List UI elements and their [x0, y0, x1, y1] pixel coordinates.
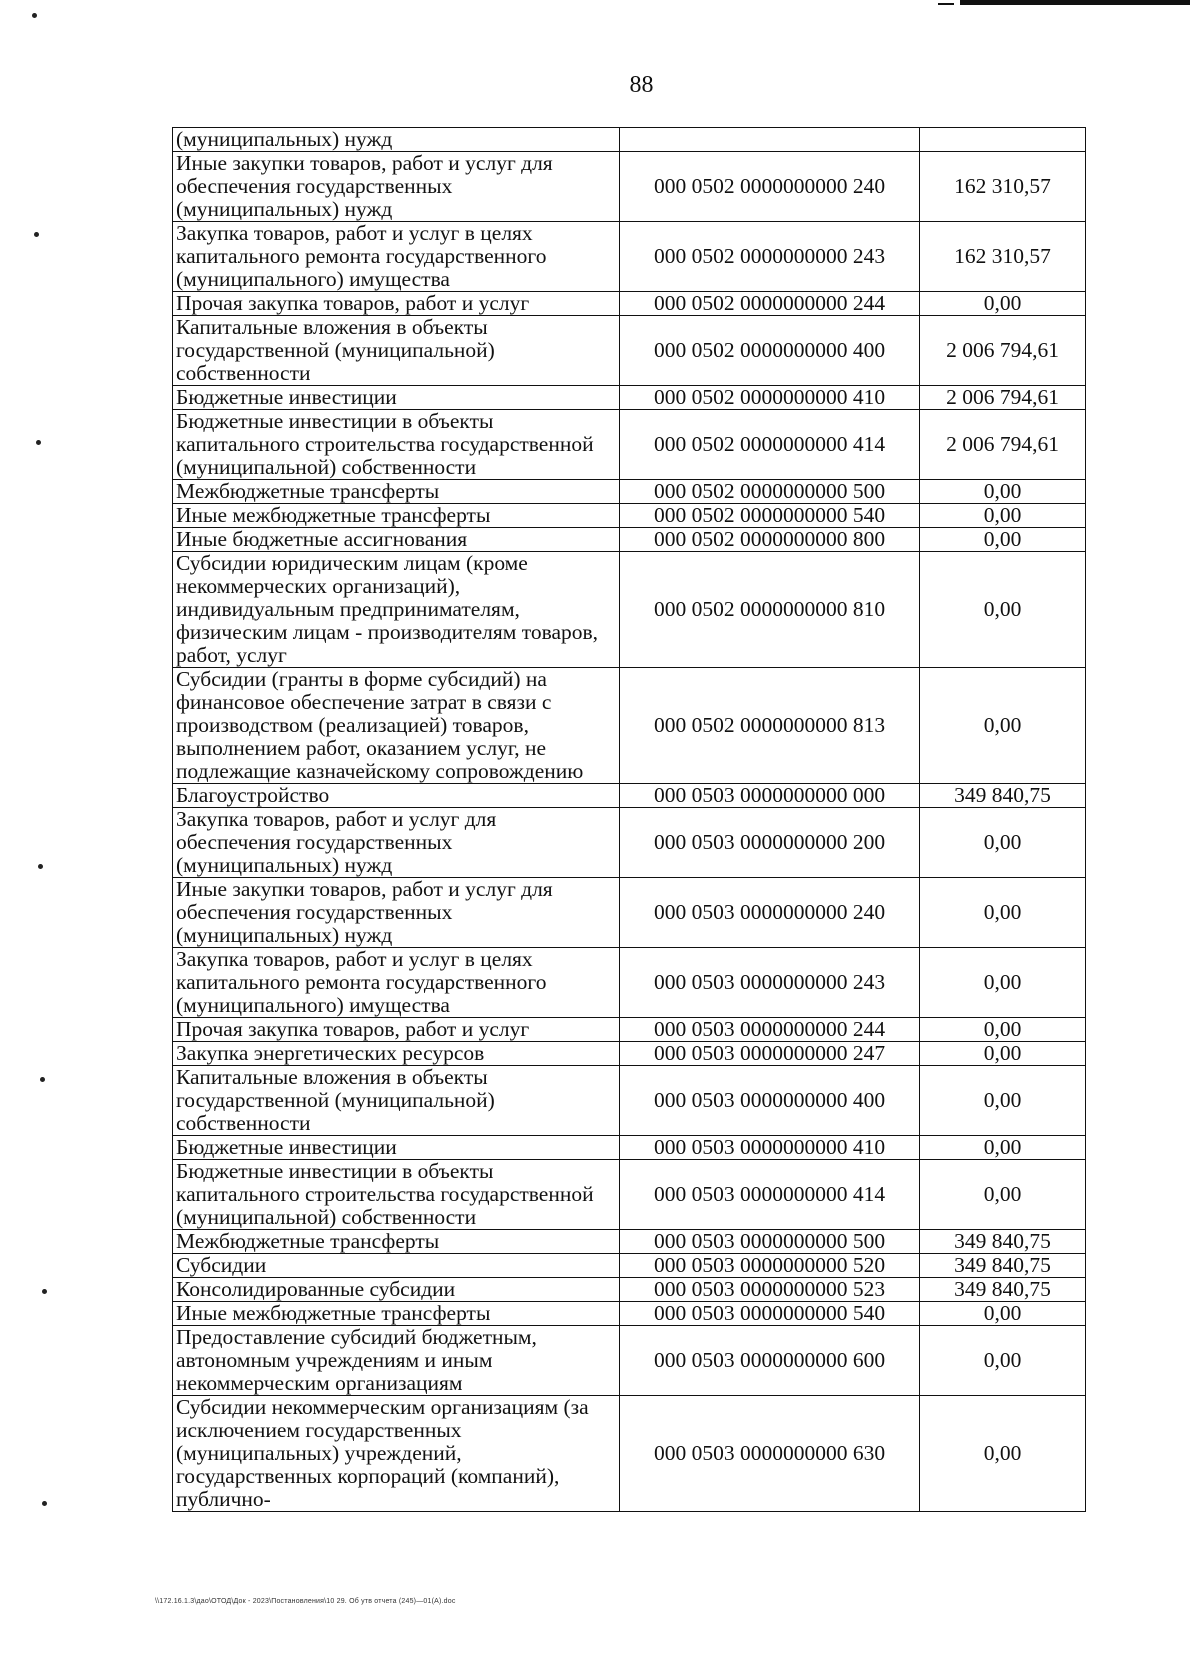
- scan-dot: [32, 13, 37, 18]
- table-row: [173, 1042, 1086, 1066]
- row-amount: 0,00: [920, 808, 1086, 878]
- row-description: Межбюджетные трансферты: [173, 480, 620, 504]
- row-description: Закупка товаров, работ и услуг в целях капитального ремонта государственного (муниципального) имущества: [173, 222, 620, 292]
- row-budget-code: 000 0503 0000000000 523: [620, 1278, 920, 1302]
- row-amount: 349 840,75: [920, 784, 1086, 808]
- table-row: [173, 1302, 1086, 1326]
- row-amount: 0,00: [920, 1326, 1086, 1396]
- row-amount: 0,00: [920, 480, 1086, 504]
- row-amount: 349 840,75: [920, 1230, 1086, 1254]
- table-row: [173, 784, 1086, 808]
- scan-dot: [34, 232, 39, 237]
- table-row: [173, 1160, 1086, 1230]
- row-description: Иные закупки товаров, работ и услуг для обеспечения государственных (муниципальных) нужд: [173, 152, 620, 222]
- table-row: [173, 1278, 1086, 1302]
- row-amount: 0,00: [920, 528, 1086, 552]
- table-row: [173, 1396, 1086, 1512]
- row-budget-code: 000 0503 0000000000 243: [620, 948, 920, 1018]
- row-budget-code: 000 0502 0000000000 240: [620, 152, 920, 222]
- row-description: Капитальные вложения в объекты государственной (муниципальной) собственности: [173, 1066, 620, 1136]
- scan-dot: [40, 1077, 45, 1082]
- row-amount: 0,00: [920, 1042, 1086, 1066]
- table-row: [173, 410, 1086, 480]
- row-description: Субсидии некоммерческим организациям (за исключением государственных (муниципальных) учреждений, государственных корпораций (компаний), публично-: [173, 1396, 620, 1512]
- row-budget-code: 000 0502 0000000000 244: [620, 292, 920, 316]
- budget-table-body: [173, 128, 1086, 1512]
- row-amount: 162 310,57: [920, 152, 1086, 222]
- budget-table: [172, 127, 1086, 1512]
- row-amount: 0,00: [920, 1302, 1086, 1326]
- row-description: Субсидии: [173, 1254, 620, 1278]
- table-row: [173, 1136, 1086, 1160]
- row-description: Бюджетные инвестиции: [173, 386, 620, 410]
- row-description: Иные закупки товаров, работ и услуг для обеспечения государственных (муниципальных) нужд: [173, 878, 620, 948]
- row-amount: 2 006 794,61: [920, 316, 1086, 386]
- row-budget-code: 000 0503 0000000000 414: [620, 1160, 920, 1230]
- row-description: Бюджетные инвестиции в объекты капитального строительства государственной (муниципальной) собственности: [173, 1160, 620, 1230]
- row-amount: 0,00: [920, 504, 1086, 528]
- row-budget-code: 000 0503 0000000000 200: [620, 808, 920, 878]
- row-budget-code: 000 0502 0000000000 414: [620, 410, 920, 480]
- table-row: [173, 480, 1086, 504]
- table-row: [173, 668, 1086, 784]
- row-budget-code: [620, 128, 920, 152]
- table-row: [173, 386, 1086, 410]
- row-amount: 0,00: [920, 1066, 1086, 1136]
- row-budget-code: 000 0503 0000000000 600: [620, 1326, 920, 1396]
- row-budget-code: 000 0503 0000000000 247: [620, 1042, 920, 1066]
- table-row: [173, 878, 1086, 948]
- row-budget-code: 000 0502 0000000000 400: [620, 316, 920, 386]
- row-amount: 0,00: [920, 668, 1086, 784]
- table-row: [173, 1326, 1086, 1396]
- table-row: [173, 1018, 1086, 1042]
- row-description: Субсидии юридическим лицам (кроме некоммерческих организаций), индивидуальным предпринимателям, физическим лицам - производителям товаров, работ, услуг: [173, 552, 620, 668]
- table-row: [173, 1230, 1086, 1254]
- row-amount: 349 840,75: [920, 1254, 1086, 1278]
- row-budget-code: 000 0503 0000000000 240: [620, 878, 920, 948]
- row-budget-code: 000 0502 0000000000 500: [620, 480, 920, 504]
- row-description: Бюджетные инвестиции: [173, 1136, 620, 1160]
- scan-dot: [42, 1289, 47, 1294]
- table-row: [173, 128, 1086, 152]
- scan-dot: [36, 440, 41, 445]
- row-description: Консолидированные субсидии: [173, 1278, 620, 1302]
- row-budget-code: 000 0502 0000000000 810: [620, 552, 920, 668]
- page-number: 88: [629, 72, 654, 98]
- row-budget-code: 000 0503 0000000000 500: [620, 1230, 920, 1254]
- table-row: [173, 552, 1086, 668]
- scan-top-rule: [960, 0, 1190, 5]
- row-description: Межбюджетные трансферты: [173, 1230, 620, 1254]
- scan-dot: [42, 1501, 47, 1506]
- row-budget-code: 000 0503 0000000000 630: [620, 1396, 920, 1512]
- row-amount: 162 310,57: [920, 222, 1086, 292]
- row-description: (муниципальных) нужд: [173, 128, 620, 152]
- row-amount: 0,00: [920, 552, 1086, 668]
- table-row: [173, 948, 1086, 1018]
- table-row: [173, 808, 1086, 878]
- row-amount: 0,00: [920, 1396, 1086, 1512]
- table-row: [173, 1066, 1086, 1136]
- row-amount: 2 006 794,61: [920, 410, 1086, 480]
- document-file-path: \\172.16.1.3\дао\ОТОД\Док - 2023\Постановления\10 29. Об утв отчета (245)—01(А).doc: [155, 1598, 456, 1605]
- row-amount: 0,00: [920, 878, 1086, 948]
- row-description: Капитальные вложения в объекты государственной (муниципальной) собственности: [173, 316, 620, 386]
- row-description: Иные межбюджетные трансферты: [173, 1302, 620, 1326]
- row-budget-code: 000 0503 0000000000 244: [620, 1018, 920, 1042]
- table-row: [173, 316, 1086, 386]
- row-budget-code: 000 0503 0000000000 410: [620, 1136, 920, 1160]
- row-description: Иные бюджетные ассигнования: [173, 528, 620, 552]
- row-description: Закупка товаров, работ и услуг для обеспечения государственных (муниципальных) нужд: [173, 808, 620, 878]
- scan-top-rule-thin: [938, 3, 954, 5]
- row-budget-code: 000 0502 0000000000 813: [620, 668, 920, 784]
- row-budget-code: 000 0502 0000000000 243: [620, 222, 920, 292]
- row-amount: 0,00: [920, 1160, 1086, 1230]
- row-amount: [920, 128, 1086, 152]
- scan-dot: [38, 864, 43, 869]
- row-description: Бюджетные инвестиции в объекты капитального строительства государственной (муниципальной) собственности: [173, 410, 620, 480]
- row-description: Закупка товаров, работ и услуг в целях капитального ремонта государственного (муниципального) имущества: [173, 948, 620, 1018]
- row-budget-code: 000 0503 0000000000 400: [620, 1066, 920, 1136]
- row-description: Прочая закупка товаров, работ и услуг: [173, 1018, 620, 1042]
- row-budget-code: 000 0502 0000000000 800: [620, 528, 920, 552]
- row-amount: 0,00: [920, 1136, 1086, 1160]
- table-row: [173, 292, 1086, 316]
- row-budget-code: 000 0503 0000000000 540: [620, 1302, 920, 1326]
- row-budget-code: 000 0502 0000000000 540: [620, 504, 920, 528]
- row-budget-code: 000 0503 0000000000 520: [620, 1254, 920, 1278]
- table-row: [173, 528, 1086, 552]
- row-description: Субсидии (гранты в форме субсидий) на финансовое обеспечение затрат в связи с производством (реализацией) товаров, выполнением работ, оказанием услуг, не подлежащие казначейскому сопровождению: [173, 668, 620, 784]
- row-description: Иные межбюджетные трансферты: [173, 504, 620, 528]
- row-amount: 0,00: [920, 948, 1086, 1018]
- row-amount: 0,00: [920, 292, 1086, 316]
- row-description: Прочая закупка товаров, работ и услуг: [173, 292, 620, 316]
- row-amount: 0,00: [920, 1018, 1086, 1042]
- row-description: Благоустройство: [173, 784, 620, 808]
- row-description: Предоставление субсидий бюджетным, автономным учреждениям и иным некоммерческим организациям: [173, 1326, 620, 1396]
- row-description: Закупка энергетических ресурсов: [173, 1042, 620, 1066]
- row-budget-code: 000 0502 0000000000 410: [620, 386, 920, 410]
- table-row: [173, 504, 1086, 528]
- table-row: [173, 1254, 1086, 1278]
- table-row: [173, 152, 1086, 222]
- table-row: [173, 222, 1086, 292]
- row-budget-code: 000 0503 0000000000 000: [620, 784, 920, 808]
- row-amount: 349 840,75: [920, 1278, 1086, 1302]
- row-amount: 2 006 794,61: [920, 386, 1086, 410]
